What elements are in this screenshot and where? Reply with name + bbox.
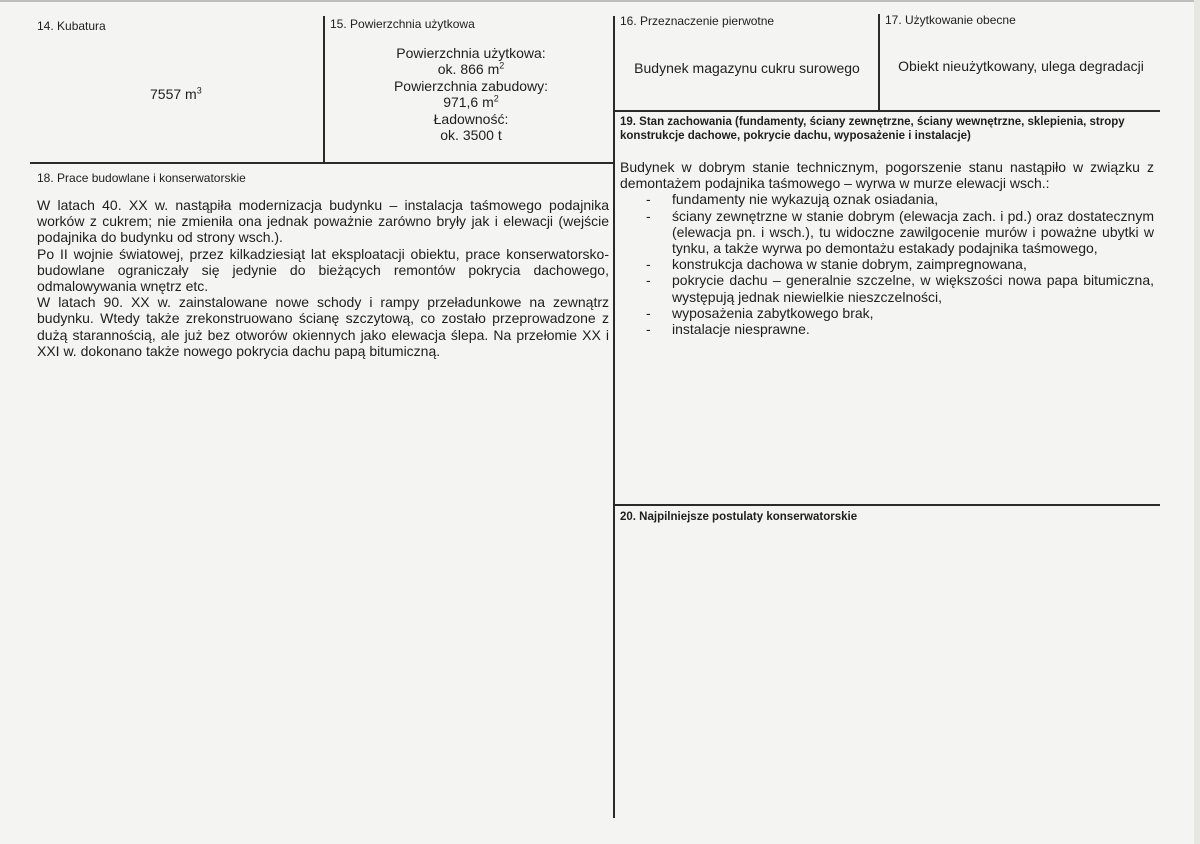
field-15-label: 15. Powierzchnia użytkowa <box>330 17 475 31</box>
condition-item-roof-structure: - konstrukcja dachowa w stanie dobrym, zaimpregnowana, <box>620 256 1154 272</box>
condition-item-external-walls: - ściany zewnętrzne w stanie dobrym (elewacja zach. i pd.) oraz dostatecznym (elewacja pn. i wsch.), tu widoczne zawilgocenie murów i poważne ubytki w tynku, a także wyrwa po demontażu estakady podajnika taśmowego, <box>620 208 1154 257</box>
works-paragraph-1: W latach 40. XX w. nastąpiła modernizacja budynku – instalacja taśmowego podajnika worków z cukrem; nie zmieniła ona jednak poważnie zarówno bryły jak i elewacji (wejście podajnika do budynku od strony wsch.). <box>37 197 609 246</box>
field-20-label: 20. Najpilniejsze postulaty konserwatorskie <box>620 511 858 523</box>
rule-h-mid-right <box>614 504 1160 506</box>
rule-v-col3 <box>878 14 880 112</box>
capacity-value: ok. 3500 t <box>440 127 502 144</box>
rule-v-col2 <box>613 16 615 818</box>
cubature-exponent: 3 <box>196 85 202 96</box>
page-right-edge <box>1194 0 1200 844</box>
field-18-text <box>37 197 609 359</box>
built-area-value: 971,6 $m^2$ <box>443 93 499 111</box>
field-19-label: 19. Stan zachowania (fundamenty, ściany zewnętrzne, ściany wewnętrzne, sklepienia, stropy konstrukcje dachowe, pokrycie dachu, wyposażenie i instalacje) <box>620 116 1125 142</box>
cubature-text: 7557 m <box>150 86 197 102</box>
built-area-label: Powierzchnia zabudowy: <box>393 77 549 94</box>
rule-h-left <box>30 162 614 164</box>
field-17-label: 17. Użytkowanie obecne <box>885 13 1016 27</box>
condition-item-roofing: - pokrycie dachu – generalnie szczelne, w większości nowa papa bitumiczna, występują jednak niewielkie nieszczelności, <box>620 272 1154 304</box>
works-paragraph-2: Po II wojnie światowej, przez kilkadziesiąt lat eksploatacji obiektu, prace konserwatorsko-budowlane ograniczały się jedynie do bieżących remontów pokrycia dachowego, odmalowywania wnętrz etc. <box>37 245 609 295</box>
works-paragraph-3: W latach 90. XX w. zainstalowane nowe schody i rampy przeładunkowe na zewnątrz budynku. Wtedy także zrekonstruowano ścianę szczytową, co zostało przeprowadzone z dużą starannością, ale już bez otworów okiennych jako elewacja ślepa. Na przełomie XX i XXI w. dokonano także nowego pokrycia dachu papą bitumiczną. <box>37 294 609 359</box>
condition-item-equipment: - wyposażenia zabytkowego brak, <box>620 305 1154 321</box>
field-17-value: Obiekt nieużytkowany, ulega degradacji <box>898 58 1144 74</box>
field-14-label: 14. Kubatura <box>37 19 106 33</box>
page-top-edge <box>0 0 1200 2</box>
condition-intro: Budynek w dobrym stanie technicznym, pogorszenie stanu nastąpiło w związku z demontażem podajnika taśmowego – wyrwa w murze elewacji wsch.: <box>620 159 1154 192</box>
field-16-value: Budynek magazynu cukru surowego <box>634 60 860 76</box>
condition-item-installations: - instalacje niesprawne. <box>620 321 1154 337</box>
field-16-label: 16. Przeznaczenie pierwotne <box>620 14 775 28</box>
field-14-value <box>150 86 202 103</box>
field-15-values <box>330 45 612 143</box>
usable-area-value: ok. 866 $m^2$ <box>437 60 505 78</box>
condition-list <box>620 191 1154 337</box>
rule-h-top-right <box>614 110 1160 112</box>
capacity-label: Ładowność: <box>433 110 509 127</box>
condition-item-foundations: - fundamenty nie wykazują oznak osiadania, <box>620 191 1154 207</box>
field-19-text <box>620 159 1154 337</box>
rule-v-col1 <box>323 16 325 164</box>
usable-area-label: Powierzchnia użytkowa: <box>396 45 546 61</box>
field-18-label: 18. Prace budowlane i konserwatorskie <box>37 171 246 185</box>
